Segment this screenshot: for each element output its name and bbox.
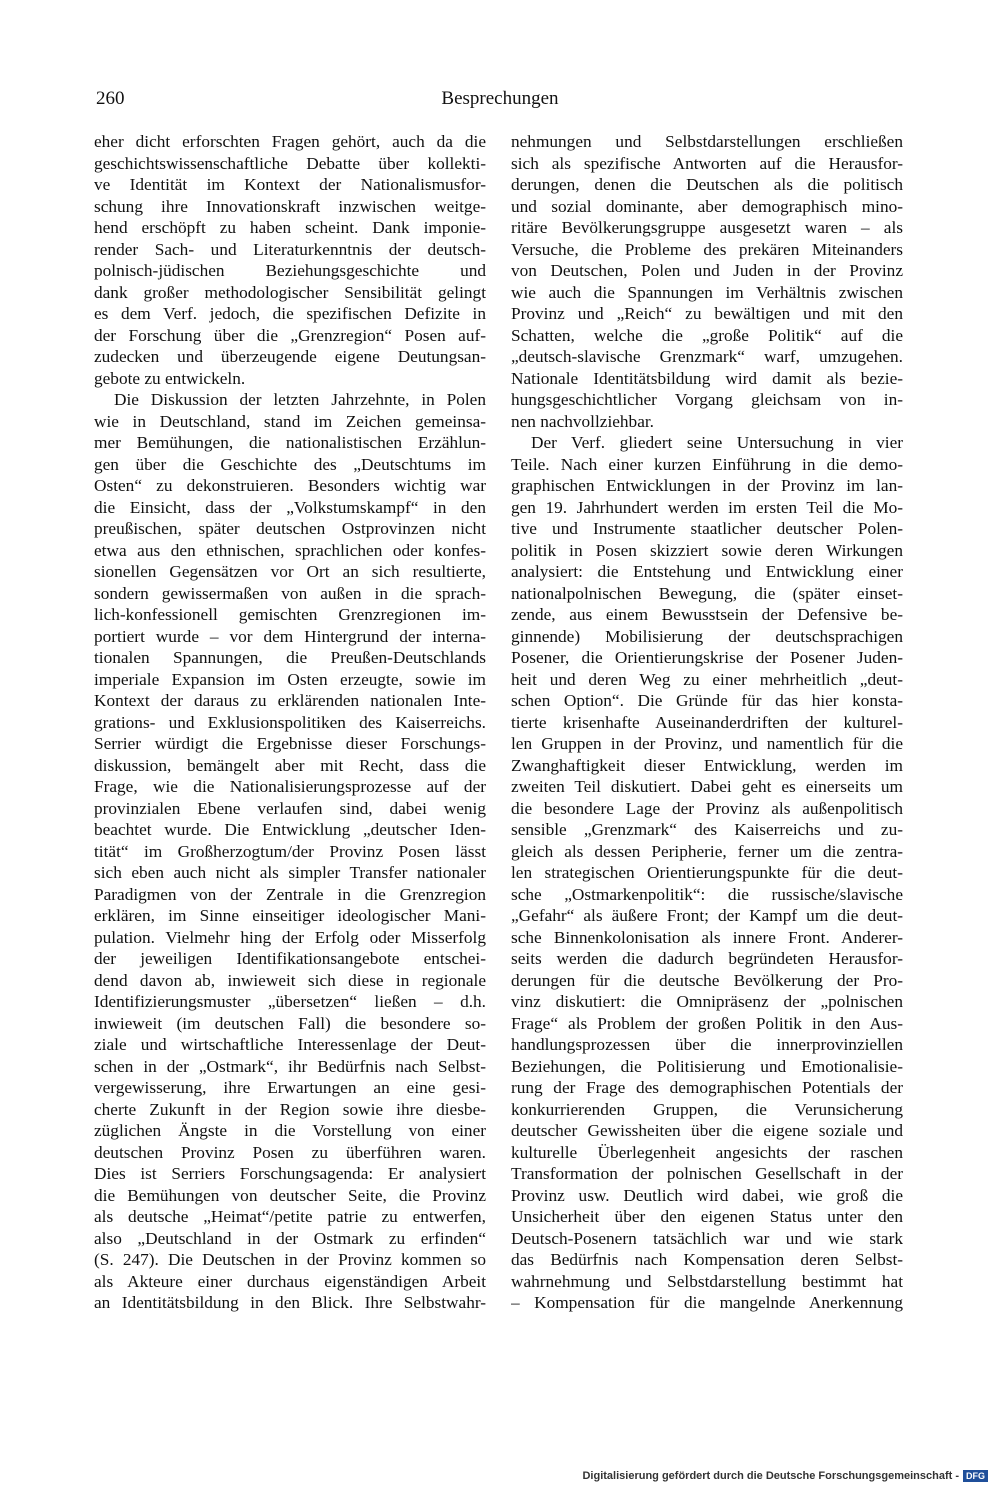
text-line: gebote zu entwickeln. xyxy=(94,368,246,388)
text-line: render Sach- und Literaturkenntnis der deutsch- xyxy=(94,239,486,259)
text-line: heit und deren Weg zu einer mehrheitlich „deut- xyxy=(511,669,903,689)
text-line: graphischen Entwicklungen in der Provinz im lan- xyxy=(511,476,903,495)
text-line: nehmungen und Selbstdarstellungen erschließen xyxy=(511,132,903,151)
text-line: derungen, denen die Deutschen als die politisch xyxy=(511,175,903,194)
text-line: geschichtswissenschaftliche Debatte über kollekti- xyxy=(94,153,486,173)
text-line: sich als spezifische Antworten auf die Herausfor- xyxy=(511,153,903,173)
text-line: rung der Frage des demographischen Potentials der xyxy=(511,1078,903,1097)
text-line: Identifizierungsmuster „übersetzen“ ließen – d.h. xyxy=(94,992,486,1011)
text-line: cherte Zukunft in der Region sowie ihre diesbe- xyxy=(94,1099,486,1119)
text-line: deutscher Gewissheiten über die eigene soziale und xyxy=(511,1121,903,1140)
text-line: gen über die Geschichte des „Deutschtums im xyxy=(94,454,486,474)
text-line: provinzialen Ebene verlaufen sind, dabei wenig xyxy=(94,798,486,818)
text-line: grations- und Exklusionspolitiken des Kaiserreichs. xyxy=(94,712,486,732)
left-column xyxy=(94,131,486,1314)
text-line: nen nachvollziehbar. xyxy=(511,411,654,431)
text-line: sensible „Grenzmark“ des Kaiserreichs und zu- xyxy=(511,820,903,839)
text-line: Provinz und „Reich“ zu bewältigen und mit den xyxy=(511,304,903,323)
text-line: lich-konfessionell gemischten Grenzregionen im- xyxy=(94,605,486,624)
text-line: Paradigmen von der Zentrale in die Grenzregion xyxy=(94,884,486,904)
text-line: zende, aus einem Bewusstsein der Defensive be- xyxy=(511,605,903,624)
text-line: Serrier würdigt die Ergebnisse dieser Forschungs- xyxy=(94,734,486,753)
text-line: Unsicherheit über den eigenen Status unter den xyxy=(511,1207,903,1226)
text-line: mer Bemühungen, die nationalistischen Erzählun- xyxy=(94,433,486,452)
text-line: sich eben auch nicht als simpler Transfer nationaler xyxy=(94,863,486,882)
text-line: kulturelle Überlegenheit angesichts der raschen xyxy=(511,1142,903,1162)
text-line: züglichen Ängste in die Vorstellung von einer xyxy=(94,1121,486,1140)
text-line: Osten“ zu dekonstruieren. Besonders wichtig war xyxy=(94,476,486,495)
text-line: len strategischen Orientierungspunkte für die deut- xyxy=(511,863,903,882)
text-line: Versuche, die Probleme des prekären Miteinanders xyxy=(511,239,903,259)
text-line: die Bemühungen von deutscher Seite, die Provinz xyxy=(94,1185,486,1205)
text-line: die Einsicht, dass der „Volkstumskampf“ in den xyxy=(94,497,486,517)
running-head: Besprechungen xyxy=(441,88,559,109)
text-line: tive und Instrumente staatlicher deutscher Polen- xyxy=(511,519,903,538)
text-line: pulation. Vielmehr hing der Erfolg oder Misserfolg xyxy=(94,927,486,947)
text-line: Kontext der daraus zu erklärenden nationalen Inte- xyxy=(94,691,486,710)
text-line: das Bedürfnis nach Kompensation deren Selbst- xyxy=(511,1250,903,1269)
text-line: der jeweiligen Identifikationsangebote entschei- xyxy=(94,949,486,968)
text-line: gleich als dessen Peripherie, ferner um die zentra- xyxy=(511,841,903,861)
text-line: politik in Posen skizziert sowie deren Wirkungen xyxy=(511,540,903,560)
text-line: erklären, im Sinne einseitiger ideologischer Mani- xyxy=(94,906,486,925)
text-line: nationalpolnischen Bewegung, die (später einset- xyxy=(511,583,903,603)
text-line: gen 19. Jahrhundert werden im ersten Teil die Mo- xyxy=(511,497,903,517)
text-line: als Akteure einer durchaus eigenständigen Arbeit xyxy=(94,1271,486,1291)
text-line: vinz diskutiert: die Omnipräsenz der „polnischen xyxy=(511,992,903,1011)
text-line: – Kompensation für die mangelnde Anerkennung xyxy=(511,1293,903,1312)
text-line: seits werden die dadurch begründeten Herausfor- xyxy=(511,949,903,968)
text-line: polnisch-jüdischen Beziehungsgeschichte und xyxy=(94,261,486,280)
page-number: 260 xyxy=(96,88,125,109)
text-line: „deutsch-slavische Grenzmark“ warf, umzugehen. xyxy=(511,347,903,366)
text-line: Nationale Identitätsbildung wird damit als bezie- xyxy=(511,368,903,388)
dfg-logo: DFG xyxy=(963,1470,988,1482)
text-line: eher dicht erforschten Fragen gehört, auch da die xyxy=(94,132,486,151)
text-line: Dies ist Serriers Forschungsagenda: Er analysiert xyxy=(94,1164,486,1183)
text-line: Transformation der polnischen Gesellschaft in der xyxy=(511,1164,903,1183)
text-line: ginnende) Mobilisierung der deutschsprachigen xyxy=(511,626,903,646)
text-line: deutschen Provinz Posen zu überführen waren. xyxy=(94,1142,486,1162)
text-line: Zwanghaftigkeit dieser Entwicklung, werden im xyxy=(511,755,903,775)
text-line: tität“ im Großherzogtum/der Provinz Posen lässt xyxy=(94,841,486,861)
text-line: beachtet wurde. Die Entwicklung „deutscher Iden- xyxy=(94,820,486,839)
text-line: derungen für die deutsche Bevölkerung der Pro- xyxy=(511,970,903,990)
text-line: als deutsche „Heimat“/petite patrie zu entwerfen, xyxy=(94,1207,486,1226)
text-line: sondern gewissermaßen von außen in die sprach- xyxy=(94,583,486,603)
text-line: zweiten Teil diskutiert. Dabei geht es einerseits um xyxy=(511,777,903,796)
text-line: wie in Deutschland, stand im Zeichen gemeinsa- xyxy=(94,411,486,431)
text-line: diskussion, bemängelt aber mit Recht, dass die xyxy=(94,755,486,775)
text-line: inwieweit (im deutschen Fall) die besondere so- xyxy=(94,1013,486,1033)
text-line: sionellen Gegensätzen vor Ort an sich resultierte, xyxy=(94,562,486,581)
text-line: sche Binnenkolonisation als innere Front. Anderer- xyxy=(511,927,903,947)
text-line: Teile. Nach einer kurzen Einführung in die demo- xyxy=(511,454,903,474)
text-line: analysiert: die Entstehung und Entwicklung einer xyxy=(511,562,903,581)
digitization-footer xyxy=(582,1470,988,1482)
text-line: Der Verf. gliedert seine Untersuchung in vier xyxy=(531,433,903,452)
right-column xyxy=(511,131,903,1314)
text-line: an Identitätsbildung in den Blick. Ihre Selbstwahr- xyxy=(94,1293,486,1312)
text-line: schen in der „Ostmark“, ihr Bedürfnis nach Selbst- xyxy=(94,1056,486,1076)
text-line: zudecken und überzeugende eigene Deutungsan- xyxy=(94,347,486,366)
text-line: dank großer methodologischer Sensibilität gelingt xyxy=(94,282,486,302)
text-line: von Deutschen, Polen und Juden in der Provinz xyxy=(511,261,903,280)
text-line: handlungsprozessen über die innerprovinziellen xyxy=(511,1035,903,1054)
text-line: sche „Ostmarkenpolitik“: die russische/slavische xyxy=(511,884,903,904)
text-line: konkurrierenden Gruppen, die Verunsicherung xyxy=(511,1099,903,1119)
text-line: hungsgeschichtlicher Vorgang gleichsam von in- xyxy=(511,390,903,409)
text-line: imperiale Expansion im Osten erzeugte, sowie im xyxy=(94,669,486,689)
text-line: ziale und wirtschaftliche Interessenlage der Deut- xyxy=(94,1035,486,1054)
page-header xyxy=(96,88,904,118)
text-line: ritäre Bevölkerungsgruppe ausgesetzt waren – als xyxy=(511,218,903,237)
text-line: Provinz usw. Deutlich wird dabei, wie groß die xyxy=(511,1185,903,1205)
text-line: etwa aus den ethnischen, sprachlichen oder konfes- xyxy=(94,540,486,560)
text-line: len Gruppen in der Provinz, und namentlich für die xyxy=(511,734,903,753)
text-line: Frage“ als Problem der großen Politik in den Aus- xyxy=(511,1013,903,1033)
text-line: Beziehungen, die Politisierung und Emotionalisie- xyxy=(511,1056,903,1076)
text-line: preußischen, später deutschen Ostprovinzen nicht xyxy=(94,519,486,538)
text-line: also „Deutschland in der Ostmark zu erfinden“ xyxy=(94,1228,486,1248)
text-line: wahrnehmung und Selbstdarstellung bestimmt hat xyxy=(511,1271,903,1291)
text-line: Frage, wie die Nationalisierungsprozesse auf der xyxy=(94,777,486,796)
text-line: Posener, die Orientierungskrise der Posener Juden- xyxy=(511,648,903,667)
text-line: tionalen Spannungen, die Preußen-Deutschlands xyxy=(94,648,486,667)
text-line: und sozial dominante, aber demographisch mino- xyxy=(511,196,903,216)
text-line: schung ihre Innovationskraft inzwischen weitge- xyxy=(94,196,486,216)
footer-text: Digitalisierung gefördert durch die Deutsche Forschungsgemeinschaft - xyxy=(582,1470,959,1482)
text-line: der Forschung über die „Grenzregion“ Posen auf- xyxy=(94,325,486,345)
text-line: ve Identität im Kontext der Nationalismusfor- xyxy=(94,175,486,194)
text-line: tierte krisenhafte Auseinanderdriften der kulturel- xyxy=(511,712,903,732)
text-line: Schatten, welche die „große Politik“ auf die xyxy=(511,325,903,345)
text-line: es dem Verf. jedoch, die spezifischen Defizite in xyxy=(94,304,486,323)
text-line: schen Option“. Die Gründe für das hier konsta- xyxy=(511,691,903,710)
text-line: vergewisserung, ihre Erwartungen an eine gesi- xyxy=(94,1078,486,1097)
text-line: hend erschöpft zu haben scheint. Dank imponie- xyxy=(94,218,486,237)
text-line: wie auch die Spannungen im Verhältnis zwischen xyxy=(511,282,903,302)
text-line: Die Diskussion der letzten Jahrzehnte, in Polen xyxy=(114,390,486,409)
text-line: portiert wurde – vor dem Hintergrund der interna- xyxy=(94,626,486,646)
text-line: dend davon ab, inwieweit sich diese in regionale xyxy=(94,970,486,990)
text-line: „Gefahr“ als äußere Front; der Kampf um die deut- xyxy=(511,906,903,925)
text-line: (S. 247). Die Deutschen in der Provinz kommen so xyxy=(94,1250,486,1269)
text-line: Deutsch-Posenern tatsächlich war und wie stark xyxy=(511,1228,903,1248)
text-line: die besondere Lage der Provinz als außenpolitisch xyxy=(511,798,903,818)
